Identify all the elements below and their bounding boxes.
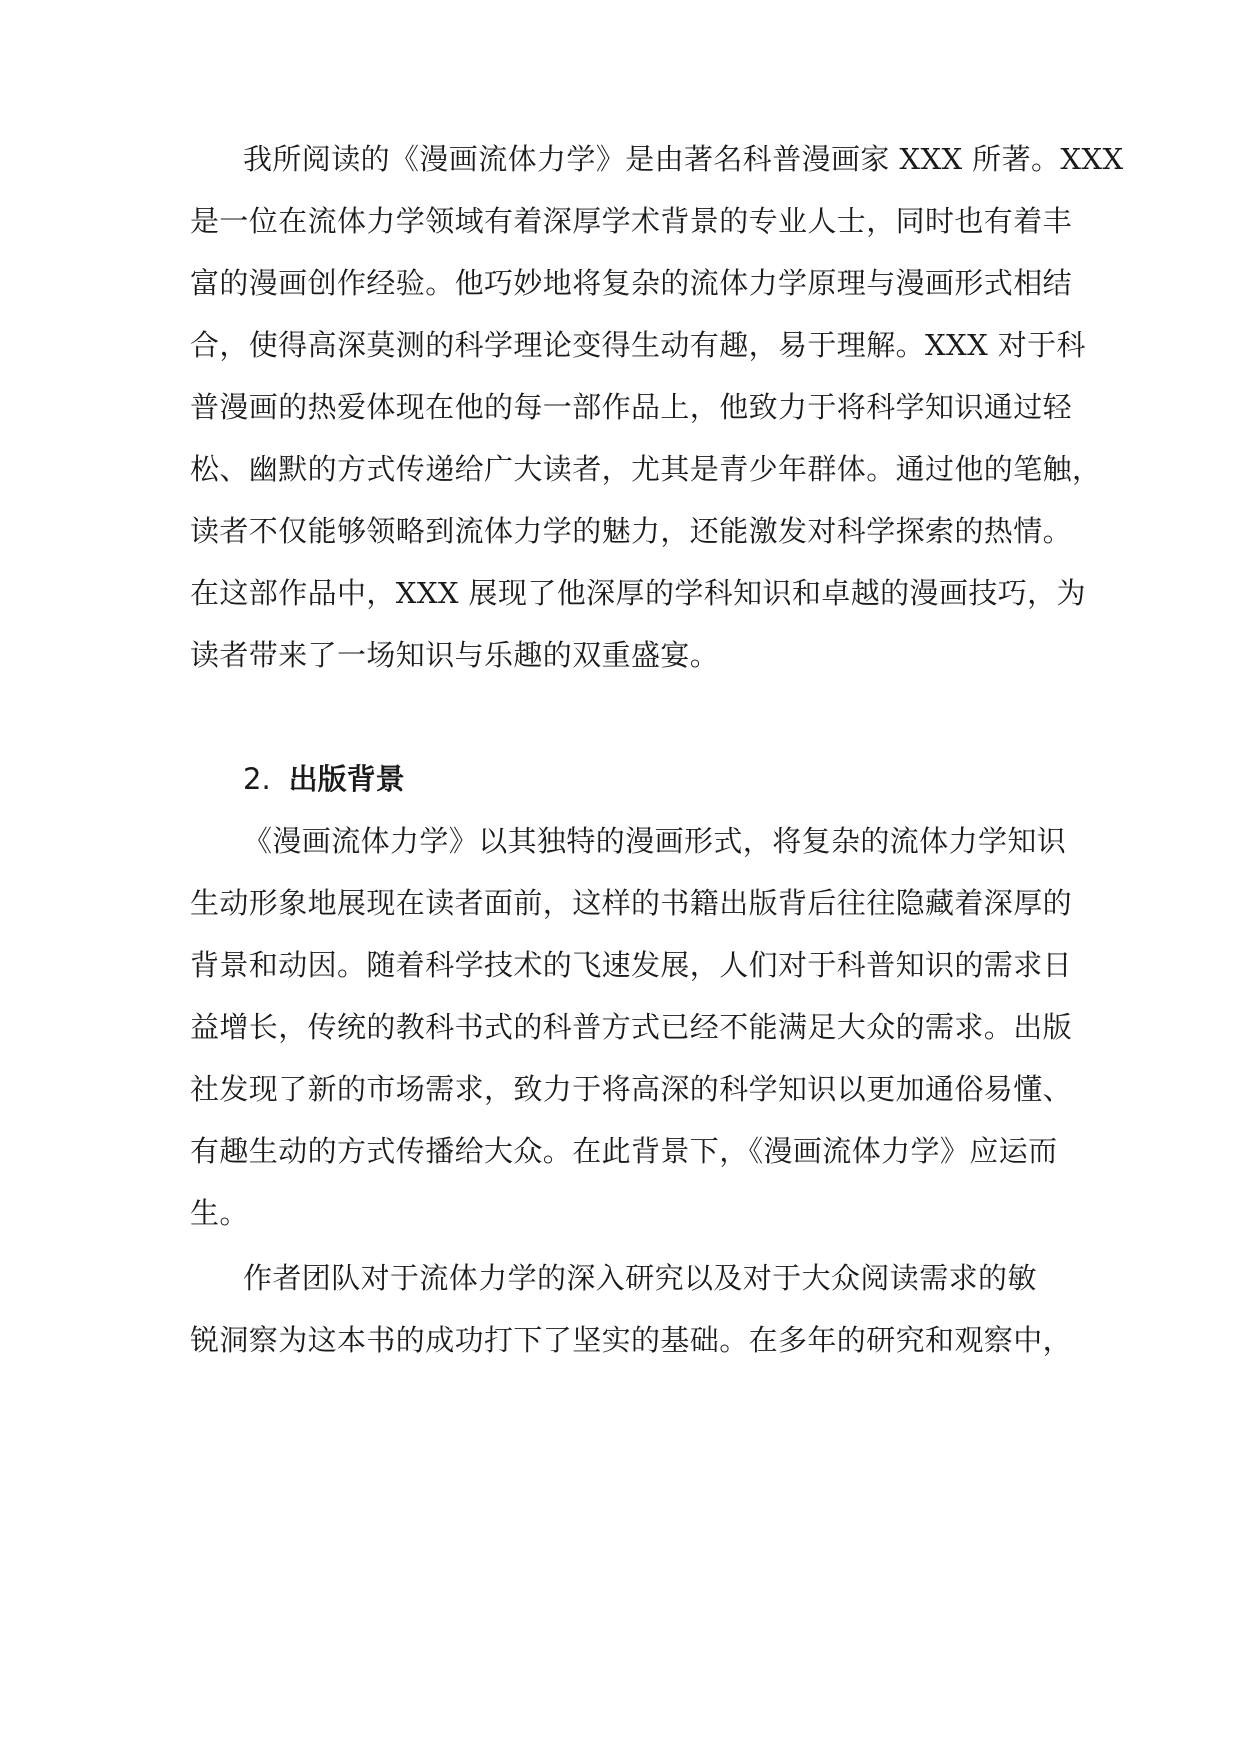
text-line: 在这部作品中，XXX 展现了他深厚的学科知识和卓越的漫画技巧，为: [190, 576, 1086, 610]
section-heading: [243, 759, 405, 799]
text-line: 我所阅读的《漫画流体力学》是由著名科普漫画家 XXX 所著。XXX: [243, 142, 1124, 176]
section-number: 2.: [243, 762, 271, 796]
text-line: 读者不仅能够领略到流体力学的魅力，还能激发对科学探索的热情。: [190, 514, 1073, 548]
text-line: 背景和动因。随着科学技术的飞速发展，人们对于科普知识的需求日: [190, 948, 1073, 982]
text-line: 作者团队对于流体力学的深入研究以及对于大众阅读需求的敏: [243, 1261, 1037, 1295]
text-line: 富的漫画创作经验。他巧妙地将复杂的流体力学原理与漫画形式相结: [190, 266, 1073, 300]
text-line: 锐洞察为这本书的成功打下了坚实的基础。在多年的研究和观察中，: [190, 1323, 1073, 1357]
text-line: 社发现了新的市场需求，致力于将高深的科学知识以更加通俗易懂、: [190, 1072, 1073, 1106]
text-line: 益增长，传统的教科书式的科普方式已经不能满足大众的需求。出版: [190, 1010, 1073, 1044]
text-line: 生。: [190, 1196, 249, 1230]
section-title: 出版背景: [288, 762, 405, 796]
text-line: 生动形象地展现在读者面前，这样的书籍出版背后往往隐藏着深厚的: [190, 886, 1073, 920]
text-line: 有趣生动的方式传播给大众。在此背景下，《漫画流体力学》应运而: [190, 1134, 1058, 1168]
text-line: 是一位在流体力学领域有着深厚学术背景的专业人士，同时也有着丰: [190, 204, 1073, 238]
text-line: 松、幽默的方式传递给广大读者，尤其是青少年群体。通过他的笔触，: [190, 452, 1102, 486]
text-line: 读者带来了一场知识与乐趣的双重盛宴。: [190, 638, 720, 672]
text-line: 合，使得高深莫测的科学理论变得生动有趣，易于理解。XXX 对于科: [190, 328, 1086, 362]
text-line: 《漫画流体力学》以其独特的漫画形式，将复杂的流体力学知识: [243, 824, 1067, 858]
text-line: 普漫画的热爱体现在他的每一部作品上，他致力于将科学知识通过轻: [190, 390, 1073, 424]
